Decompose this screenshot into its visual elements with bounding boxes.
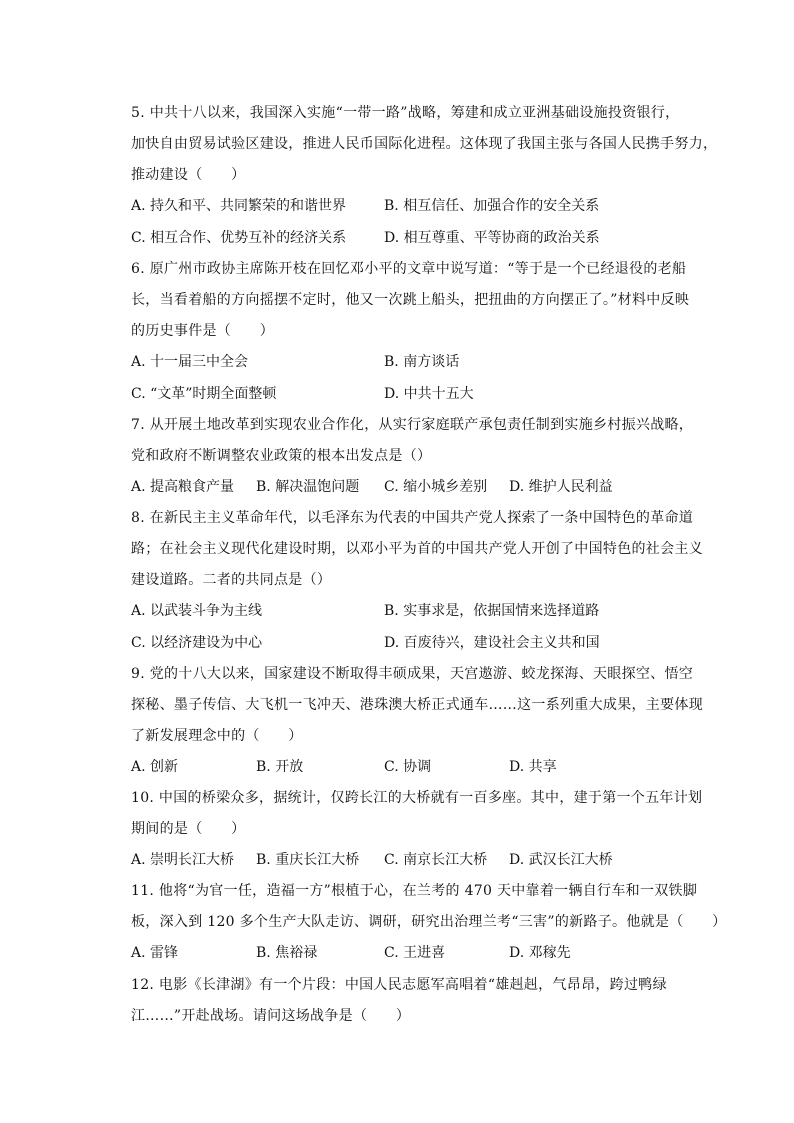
question-11-option-d: D. 邓稼先 xyxy=(509,945,571,961)
question-10-line-2: 期间的是（ ） xyxy=(131,821,246,837)
question-9-option-b: B. 开放 xyxy=(256,759,304,775)
question-5-option-d: D. 相互尊重、平等协商的政治关系 xyxy=(384,230,600,246)
question-11-option-b: B. 焦裕禄 xyxy=(256,945,318,961)
question-8-option-a: A. 以武装斗争为主线 xyxy=(131,603,263,619)
question-9-line-1: 9. 党的十八大以来，国家建设不断取得丰硕成果，天宫遨游、蛟龙探海、天眼探空、悟空 xyxy=(131,666,694,682)
question-7-line-1: 7. 从开展土地改革到实现农业合作化，从实行家庭联产承包责任制到实施乡村振兴战略， xyxy=(131,417,694,433)
question-7-option-a: A. 提高粮食产量 xyxy=(131,479,235,495)
question-5-line-1: 5. 中共十八以来，我国深入实施“一带一路”战略，筹建和成立亚洲基础设施投资银行， xyxy=(131,105,680,121)
question-6-option-d: D. 中共十五大 xyxy=(384,386,474,402)
question-6-option-c: C. “文革”时期全面整顿 xyxy=(131,386,277,402)
question-8-line-3: 建设道路。二者的共同点是（） xyxy=(131,572,332,588)
question-10-option-c: C. 南京长江大桥 xyxy=(384,852,488,868)
question-11-option-c: C. 王进喜 xyxy=(384,945,446,961)
question-8-option-c: C. 以经济建设为中心 xyxy=(131,635,263,651)
question-8-option-b: B. 实事求是，依据国情来选择道路 xyxy=(384,603,600,619)
question-9-line-3: 了新发展理念中的（ ） xyxy=(131,728,303,744)
question-6-line-1: 6. 原广州市政协主席陈开枝在回忆邓小平的文章中说写道：“等于是一个已经退役的老船 xyxy=(131,261,687,277)
question-5-line-3: 推动建设（ ） xyxy=(131,167,246,183)
question-5-option-a: A. 持久和平、共同繁荣的和谐世界 xyxy=(131,198,347,214)
question-9-option-a: A. 创新 xyxy=(131,759,179,775)
question-5-option-b: B. 相互信任、加强合作的安全关系 xyxy=(384,198,600,214)
question-10-option-a: A. 崇明长江大桥 xyxy=(131,852,235,868)
question-8-line-2: 路；在社会主义现代化建设时期，以邓小平为首的中国共产党人开创了中国特色的社会主义 xyxy=(131,541,703,557)
question-8-line-1: 8. 在新民主主义革命年代，以毛泽东为代表的中国共产党人探索了一条中国特色的革命道 xyxy=(131,510,694,526)
question-5-line-2: 加快自由贸易试验区建设，推进人民币国际化进程。这体现了我国主张与各国人民携手努力， xyxy=(131,136,718,152)
question-6-option-b: B. 南方谈话 xyxy=(384,354,460,370)
question-11-line-2: 板，深入到 120 多个生产大队走访、调研，研究出治理兰考“三害”的新路子。他就是（ ） xyxy=(131,914,727,930)
question-7-option-b: B. 解决温饱问题 xyxy=(256,479,360,495)
question-12-line-2: 江……”开赴战场。请问这场战争是（ ） xyxy=(131,1008,411,1024)
question-9-line-2: 探秘、墨子传信、大飞机一飞冲天、港珠澳大桥正式通车……这一系列重大成果，主要体现 xyxy=(131,697,703,713)
question-10-option-d: D. 武汉长江大桥 xyxy=(509,852,613,868)
question-12-line-1: 12. 电影《长津湖》有一个片段：中国人民志愿军高唱着“雄赳赳，气昂昂，跨过鸭绿 xyxy=(131,977,667,993)
question-8-option-d: D. 百废待兴，建设社会主义共和国 xyxy=(384,635,600,651)
question-7-line-2: 党和政府不断调整农业政策的根本出发点是（） xyxy=(131,448,432,464)
question-5-option-c: C. 相互合作、优势互补的经济关系 xyxy=(131,230,347,246)
question-10-line-1: 10. 中国的桥梁众多，据统计，仅跨长江的大桥就有一百多座。其中，建于第一个五年计划 xyxy=(131,790,703,806)
question-7-option-d: D. 维护人民利益 xyxy=(509,479,613,495)
question-10-option-b: B. 重庆长江大桥 xyxy=(256,852,360,868)
question-6-line-3: 的历史事件是（ ） xyxy=(131,323,274,339)
question-11-option-a: A. 雷锋 xyxy=(131,945,179,961)
question-6-line-2: 长，当看着船的方向摇摆不定时，他又一次跳上船头，把扭曲的方向摆正了。”材料中反映 xyxy=(131,292,690,308)
question-6-option-a: A. 十一届三中全会 xyxy=(131,354,249,370)
question-7-option-c: C. 缩小城乡差别 xyxy=(384,479,488,495)
question-9-option-c: C. 协调 xyxy=(384,759,432,775)
question-9-option-d: D. 共享 xyxy=(509,759,557,775)
question-11-line-1: 11. 他将“为官一任，造福一方”根植于心，在兰考的 470 天中靠着一辆自行车和一双铁脚 xyxy=(131,883,698,899)
